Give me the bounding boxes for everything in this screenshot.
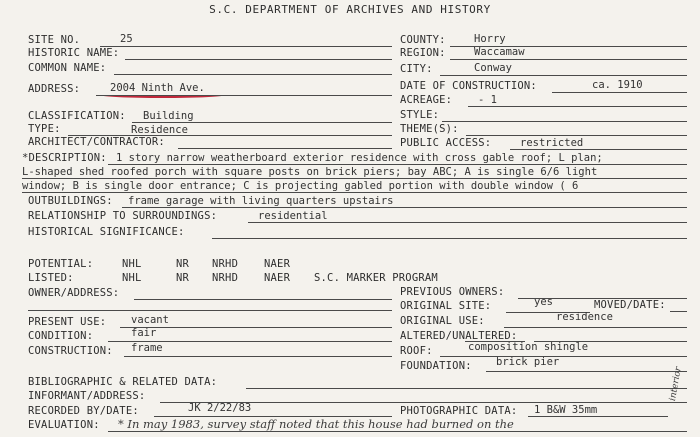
region-line	[450, 59, 687, 60]
site-no-line	[100, 46, 392, 47]
description-line-1: 1 story narrow weatherboard exterior residence with cross gable roof; L plan;	[116, 152, 603, 164]
evaluation-margin-note: interior	[667, 366, 684, 402]
informant-label: INFORMANT/ADDRESS:	[28, 390, 146, 402]
photographic-data-line	[528, 416, 668, 417]
original-use-line	[504, 327, 687, 328]
relationship-line	[248, 222, 687, 223]
description-line-2: L-shaped shed roofed porch with square posts on brick piers; bay ABC; A is single 6/6 light	[22, 166, 598, 178]
listed-option-nr: NR	[176, 272, 190, 284]
bibliographic-line	[246, 388, 687, 389]
outbuildings-value: frame garage with living quarters upstairs	[128, 195, 394, 207]
original-use-label: ORIGINAL USE:	[400, 315, 485, 327]
themes-label: THEME(S):	[400, 123, 459, 135]
original-site-label: ORIGINAL SITE:	[400, 300, 492, 312]
listed-option-naer: NAER	[264, 272, 291, 284]
description-line-3: window; B is single door entrance; C is projecting gabled portion with double window ( 6	[22, 180, 579, 192]
potential-option-nr: NR	[176, 258, 190, 270]
public-access-value: restricted	[520, 137, 584, 149]
historical-significance-line	[212, 238, 687, 239]
previous-owners-label: PREVIOUS OWNERS:	[400, 286, 505, 298]
classification-value: Building	[143, 110, 194, 122]
relationship-label: RELATIONSHIP TO SURROUNDINGS:	[28, 210, 218, 222]
listed-option-nhl: NHL	[122, 272, 142, 284]
architect-label: ARCHITECT/CONTRACTOR:	[28, 136, 165, 148]
city-value: Conway	[474, 62, 512, 74]
address-value: 2004 Ninth Ave.	[110, 82, 205, 94]
type-value: Residence	[131, 124, 188, 136]
foundation-label: FOUNDATION:	[400, 360, 472, 372]
potential-option-nrhd: NRHD	[212, 258, 239, 270]
city-line	[440, 75, 687, 76]
construction-value: frame	[131, 342, 163, 354]
description-rule-2	[22, 178, 687, 179]
themes-line	[466, 135, 687, 136]
photographic-data-label: PHOTOGRAPHIC DATA:	[400, 405, 518, 417]
outbuildings-line	[122, 207, 687, 208]
public-access-line	[510, 149, 687, 150]
present-use-value: vacant	[131, 314, 169, 326]
evaluation-line	[108, 431, 687, 432]
construction-label: CONSTRUCTION:	[28, 345, 113, 357]
relationship-value: residential	[258, 210, 328, 222]
construction-line	[124, 356, 392, 357]
style-label: STYLE:	[400, 109, 440, 121]
moved-date-label: MOVED/DATE:	[594, 299, 666, 311]
historic-name-line	[125, 59, 392, 60]
site-no-value: 25	[120, 33, 133, 45]
bibliographic-label: BIBLIOGRAPHIC & RELATED DATA:	[28, 376, 218, 388]
description-label: *DESCRIPTION:	[22, 152, 107, 164]
owner-address-line-2	[28, 310, 392, 311]
listed-label: LISTED:	[28, 272, 74, 284]
description-rule-3	[22, 192, 687, 193]
address-line	[96, 95, 392, 96]
style-line	[442, 121, 687, 122]
city-label: CITY:	[400, 63, 433, 75]
address-label: ADDRESS:	[28, 83, 81, 95]
region-value: Waccamaw	[474, 46, 525, 58]
historic-name-label: HISTORIC NAME:	[28, 47, 120, 59]
potential-option-nhl: NHL	[122, 258, 142, 270]
altered-label: ALTERED/UNALTERED:	[400, 330, 518, 342]
architect-line	[178, 148, 392, 149]
foundation-value: brick pier	[496, 356, 560, 368]
date-of-construction-label: DATE OF CONSTRUCTION:	[400, 80, 537, 92]
roof-label: ROOF:	[400, 345, 433, 357]
condition-value: fair	[131, 327, 157, 339]
present-use-line	[120, 327, 392, 328]
form-title: S.C. DEPARTMENT OF ARCHIVES AND HISTORY	[209, 3, 491, 16]
listed-option-sc-marker: S.C. MARKER PROGRAM	[314, 272, 438, 284]
condition-label: CONDITION:	[28, 330, 94, 342]
recorded-by-label: RECORDED BY/DATE:	[28, 405, 139, 417]
acreage-label: ACREAGE:	[400, 94, 453, 106]
acreage-line	[468, 106, 687, 107]
region-label: REGION:	[400, 47, 446, 59]
description-rule-1	[108, 164, 687, 165]
potential-option-naer: NAER	[264, 258, 291, 270]
photographic-data-value: 1 B&W 35mm	[534, 404, 598, 416]
recorded-by-value: JK 2/22/83	[188, 402, 252, 414]
roof-value: composition shingle	[468, 341, 589, 353]
county-label: COUNTY:	[400, 34, 446, 46]
original-use-value: residence	[556, 311, 613, 323]
original-site-value: yes	[534, 296, 553, 308]
listed-option-nrhd: NRHD	[212, 272, 239, 284]
historical-significance-label: HISTORICAL SIGNIFICANCE:	[28, 226, 185, 238]
site-no-label: SITE NO.	[28, 34, 81, 46]
type-label: TYPE:	[28, 123, 61, 135]
owner-address-label: OWNER/ADDRESS:	[28, 287, 120, 299]
common-name-label: COMMON NAME:	[28, 62, 107, 74]
owner-address-line	[134, 299, 392, 300]
present-use-label: PRESENT USE:	[28, 316, 107, 328]
foundation-line	[486, 371, 687, 372]
date-of-construction-value: ca. 1910	[592, 79, 643, 91]
evaluation-label: EVALUATION:	[28, 419, 100, 431]
date-of-construction-line	[552, 92, 687, 93]
outbuildings-label: OUTBUILDINGS:	[28, 195, 113, 207]
common-name-line	[114, 74, 392, 75]
public-access-label: PUBLIC ACCESS:	[400, 137, 492, 149]
roof-line	[440, 356, 687, 357]
county-value: Horry	[474, 33, 506, 45]
acreage-value: - 1	[478, 94, 497, 106]
potential-label: POTENTIAL:	[28, 258, 94, 270]
classification-line	[132, 122, 392, 123]
moved-date-line	[670, 311, 687, 312]
classification-label: CLASSIFICATION:	[28, 110, 126, 122]
evaluation-handwritten: * In may 1983, survey staff noted that this house had burned on the	[118, 417, 514, 431]
